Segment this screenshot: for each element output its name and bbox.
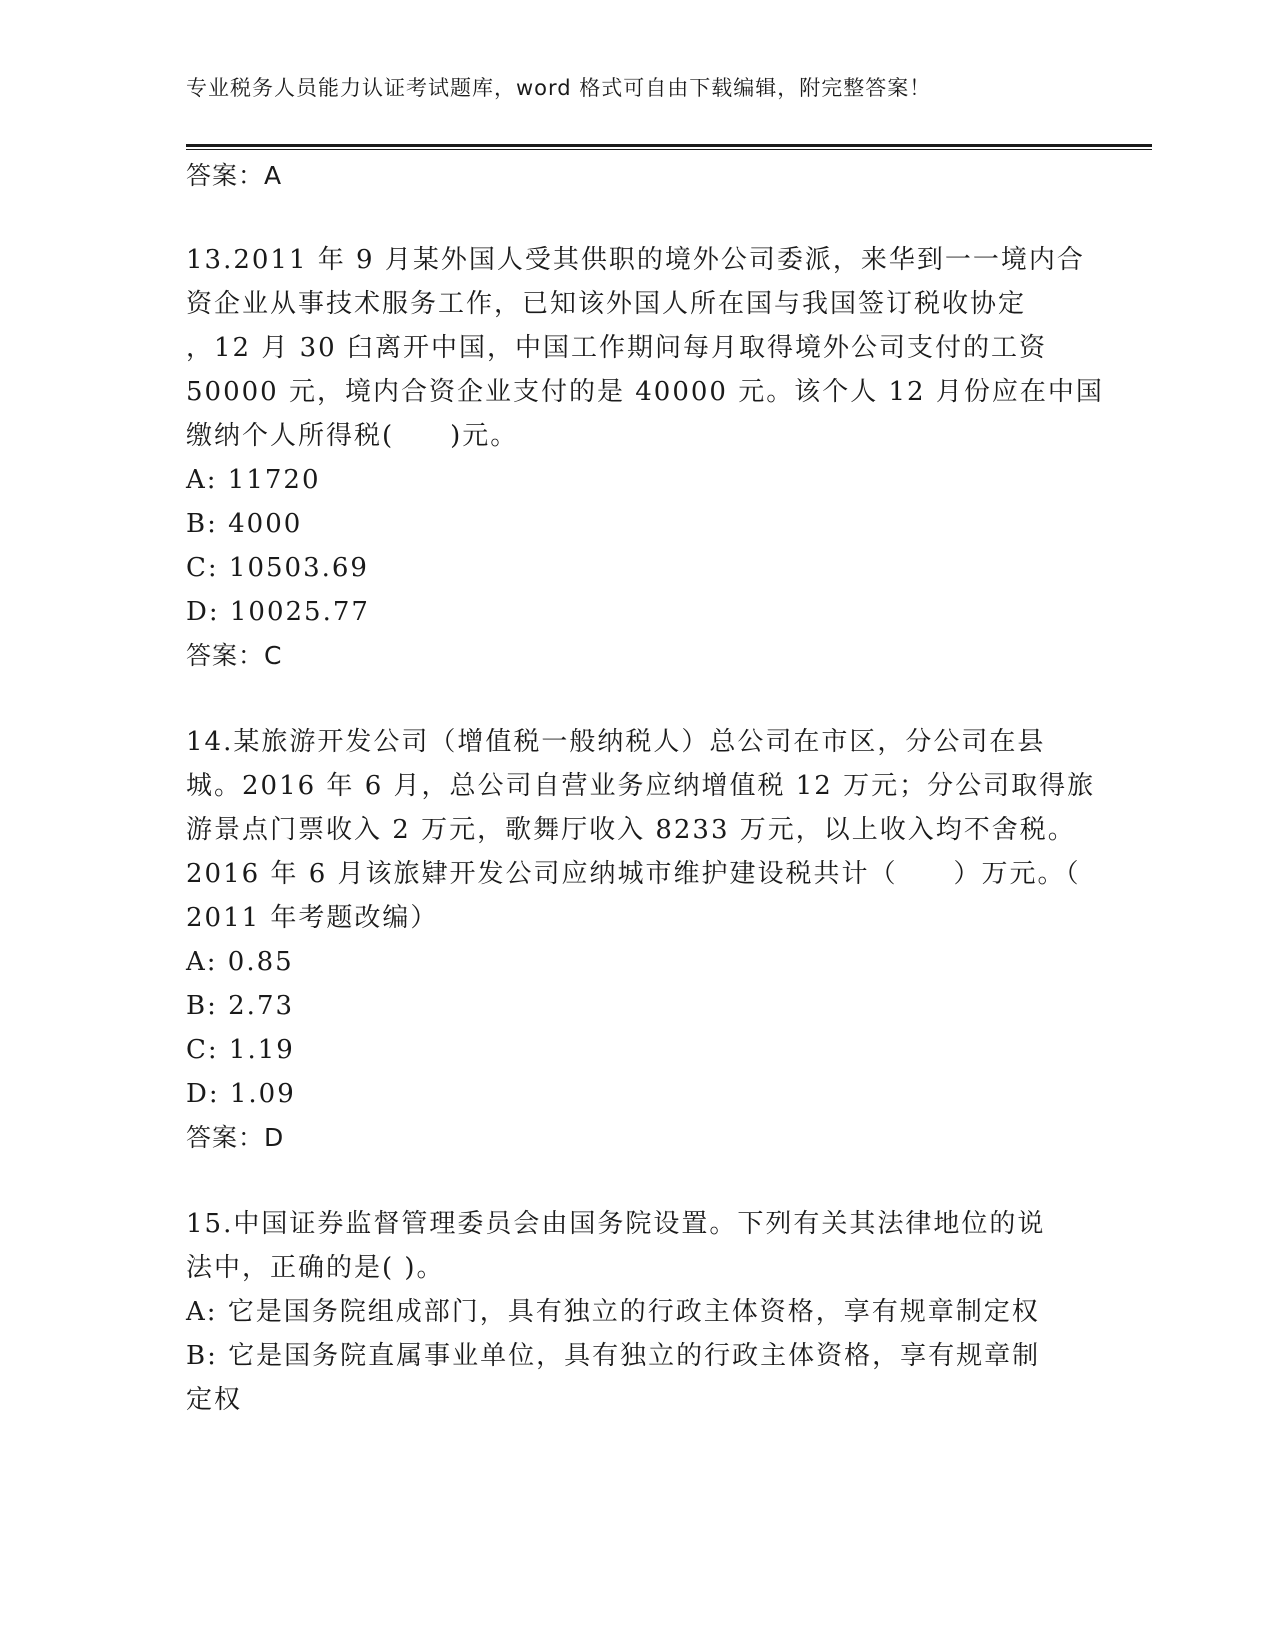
question-13-line-3: ，12 月 30 臼离开中国，中国工作期问每月取得境外公司支付的工资 [186,333,1047,363]
question-13-option-a: A: 11720 [186,465,321,495]
previous-answer: 答案：A [186,161,283,190]
header-rule-thick [186,144,1152,147]
page-header: 专业税务人员能力认证考试题库，word 格式可自由下载编辑，附完整答案！ [186,76,932,100]
question-14-option-c: C: 1.19 [186,1035,295,1065]
question-13-answer: 答案：C [186,641,283,670]
question-15-line-1: 15.中国证券监督管理委员会由国务院设置。下列有关其法律地位的说 [186,1209,1046,1239]
question-14-answer: 答案：D [186,1123,285,1152]
question-13-option-c: C: 10503.69 [186,553,369,583]
question-13-line-4: 50000 元，境内合资企业支付的是 40000 元。该个人 12 月份应在中国 [186,377,1104,407]
question-15-option-a: A: 它是国务院组成部门，具有独立的行政主体资格，享有规章制定权 [186,1297,1040,1327]
question-13-option-d: D: 10025.77 [186,597,370,627]
question-13-line-1: 13.2011 年 9 月某外国人受其供职的境外公司委派，来华到一一境内合 [186,245,1085,275]
question-15-option-b: B: 它是国务院直属事业单位，具有独立的行政主体资格，享有规章制 [186,1341,1041,1371]
question-15-line-2: 法中，正确的是( )。 [186,1253,445,1283]
question-14-line-1: 14.某旅游开发公司（增值税一般纳税人）总公司在市区，分公司在县 [186,727,1046,757]
question-14-option-b: B: 2.73 [186,991,295,1021]
header-rule-thin [186,149,1152,150]
question-14-line-5: 2011 年考题改编） [186,903,439,933]
question-14-line-2: 城。2016 年 6 月，总公司自营业务应纳增值税 12 万元；分公司取得旅 [186,771,1096,801]
question-14-line-4: 2016 年 6 月该旅肄开发公司应纳城市维护建设税共计（ ）万元。（ [186,859,1081,889]
question-14-option-d: D: 1.09 [186,1079,296,1109]
question-13-option-b: B: 4000 [186,509,303,539]
question-14-option-a: A: 0.85 [186,947,294,977]
question-15-option-b-cont: 定权 [186,1385,243,1415]
question-13-line-5: 缴纳个人所得税( )元。 [186,421,519,451]
question-13-line-2: 资企业从事技术服务工作，已知该外国人所在国与我国签订税收协定 [186,289,1027,319]
question-14-line-3: 游景点门票收入 2 万元，歌舞厅收入 8233 万元，以上收入均不舍税。 [186,815,1076,845]
